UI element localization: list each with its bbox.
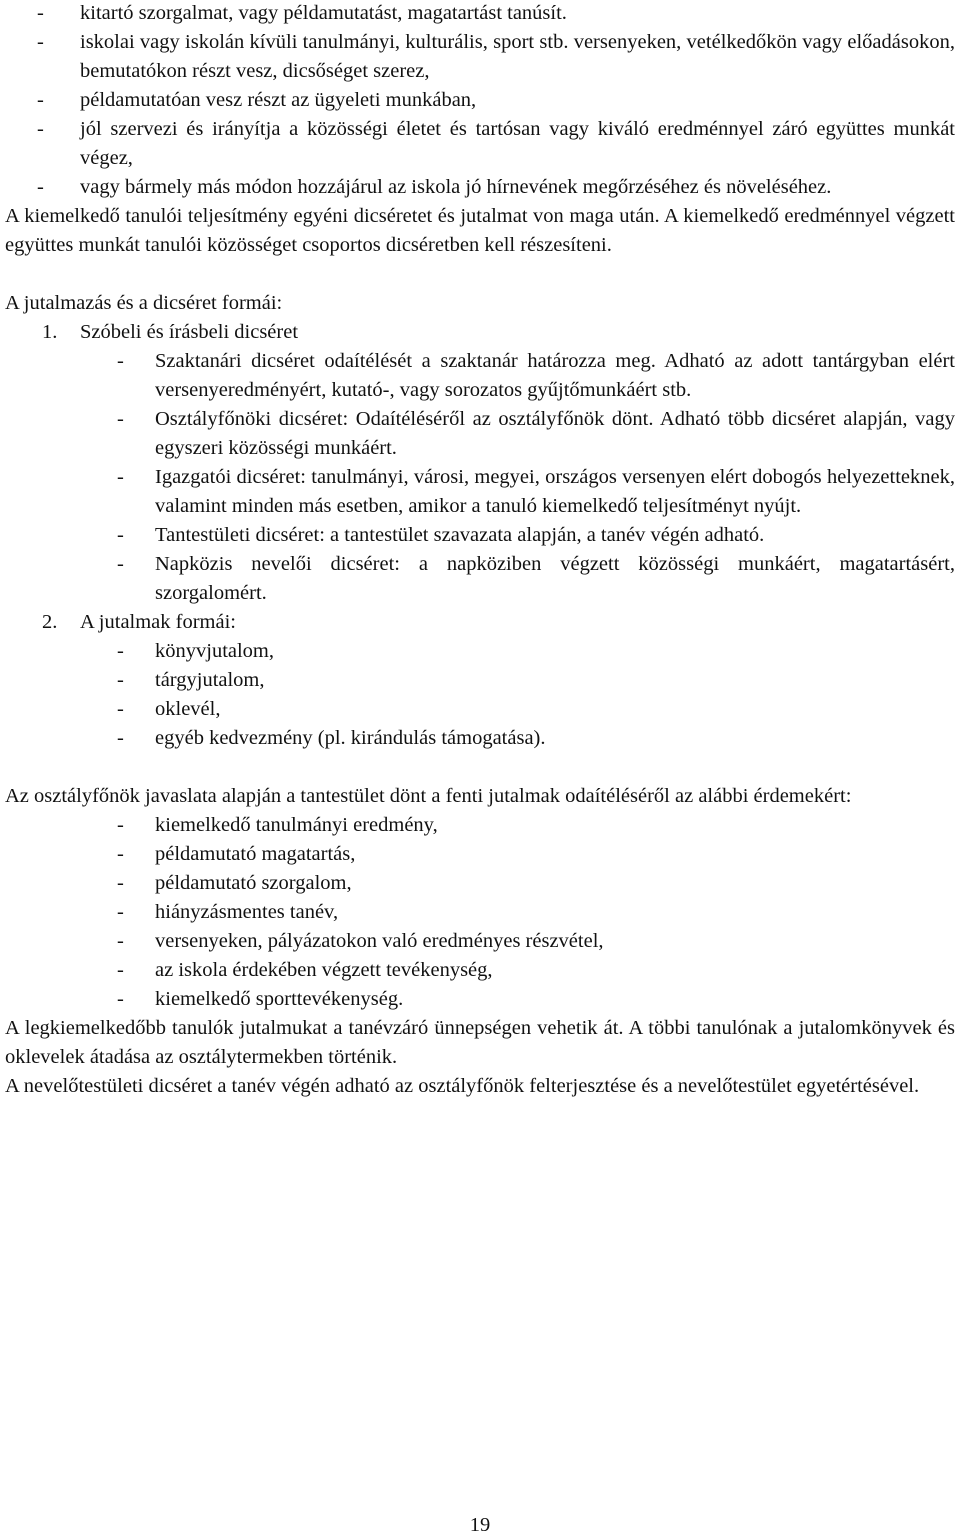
bullet-dash: - bbox=[117, 524, 124, 546]
document-page bbox=[5, 0, 955, 1101]
reward-item-text: tárgyjutalom, bbox=[155, 669, 265, 691]
reward-item bbox=[5, 695, 955, 724]
praise-item-text: Igazgatói dicséret: tanulmányi, városi, megyei, országos versenyen elért dobogós helyezetteknek, valamint minden más esetben, amikor a tanuló kiemelkedő teljesítményt nyújt. bbox=[155, 466, 955, 517]
merit-item bbox=[5, 811, 955, 840]
merit-item bbox=[5, 956, 955, 985]
section-1-heading bbox=[5, 318, 955, 347]
bullet-dash: - bbox=[117, 553, 124, 575]
merit-item-text: az iskola érdekében végzett tevékenység, bbox=[155, 959, 493, 981]
reward-item bbox=[5, 637, 955, 666]
bullet-dash: - bbox=[117, 930, 124, 952]
bullet-dash: - bbox=[117, 727, 124, 749]
merit-item bbox=[5, 840, 955, 869]
praise-item-text: Szaktanári dicséret odaítélését a szaktanár határozza meg. Adható az adott tantárgyban elért versenyeredményért, kutató-, vagy sorozatos gyűjtőmunkáért stb. bbox=[155, 350, 955, 401]
spacer bbox=[5, 260, 955, 289]
intro-bullet-text: példamutatóan vesz részt az ügyeleti munkában, bbox=[80, 89, 477, 111]
intro-bullet bbox=[5, 86, 955, 115]
merit-item bbox=[5, 985, 955, 1014]
praise-item bbox=[5, 521, 955, 550]
bullet-dash: - bbox=[117, 408, 124, 430]
paragraph-kiemelkedo: A kiemelkedő tanulói teljesítmény egyéni dicséretet és jutalmat von maga után. A kiemelkedő eredménnyel végzett együttes munkát tanulói közösséget csoportos dicséretben kell részesíteni. bbox=[5, 205, 955, 256]
bullet-dash: - bbox=[37, 2, 44, 24]
intro-bullet bbox=[5, 0, 955, 28]
bullet-dash: - bbox=[117, 901, 124, 923]
bullet-dash: - bbox=[117, 466, 124, 488]
reward-item-text: könyvjutalom, bbox=[155, 640, 275, 662]
section-1-title: Szóbeli és írásbeli dicséret bbox=[80, 321, 299, 343]
paragraph-legkiemelkedobb: A legkiemelkedőbb tanulók jutalmukat a tanévzáró ünnepségen vehetik át. A többi tanulónak a jutalomkönyvek és oklevelek átadása az osztálytermekben történik. bbox=[5, 1017, 955, 1068]
intro-bullet-text: jól szervezi és irányítja a közösségi életet és tartósan vagy kiváló eredménnyel záró együttes munkát végez, bbox=[80, 118, 955, 169]
intro-bullet bbox=[5, 28, 955, 86]
merit-item-text: példamutató szorgalom, bbox=[155, 872, 352, 894]
intro-bullet-text: vagy bármely más módon hozzájárul az iskola jó hírnevének megőrzéséhez és növeléséhez. bbox=[80, 176, 832, 198]
praise-item-text: Tantestületi dicséret: a tantestület szavazata alapján, a tanév végén adható. bbox=[155, 524, 765, 546]
praise-item bbox=[5, 550, 955, 608]
bullet-dash: - bbox=[37, 31, 44, 53]
section-2-heading bbox=[5, 608, 955, 637]
reward-item bbox=[5, 724, 955, 753]
section-1-number: 1. bbox=[42, 321, 58, 343]
intro-bullet-text: iskolai vagy iskolán kívüli tanulmányi, kulturális, sport stb. versenyeken, vetélkedőkön vagy előadásokon, bemutatókon részt vesz, dicsőséget szerez, bbox=[80, 31, 955, 82]
bullet-dash: - bbox=[37, 176, 44, 198]
intro-bullet bbox=[5, 115, 955, 173]
reward-item bbox=[5, 666, 955, 695]
merit-item-text: hiányzásmentes tanév, bbox=[155, 901, 339, 923]
praise-item bbox=[5, 405, 955, 463]
merit-item bbox=[5, 927, 955, 956]
merit-item bbox=[5, 869, 955, 898]
intro-bullet bbox=[5, 173, 955, 202]
praise-item bbox=[5, 347, 955, 405]
forms-heading: A jutalmazás és a dicséret formái: bbox=[5, 292, 283, 314]
page-number: 19 bbox=[469, 1514, 491, 1536]
bullet-dash: - bbox=[117, 669, 124, 691]
merit-item-text: versenyeken, pályázatokon való eredményes részvétel, bbox=[155, 930, 604, 952]
merit-item bbox=[5, 898, 955, 927]
merit-item-text: kiemelkedő tanulmányi eredmény, bbox=[155, 814, 438, 836]
section-2-title: A jutalmak formái: bbox=[80, 611, 236, 633]
spacer bbox=[5, 753, 955, 782]
section-2-number: 2. bbox=[42, 611, 58, 633]
paragraph-osztalyfonok: Az osztályfőnök javaslata alapján a tantestület dönt a fenti jutalmak odaítéléséről az alábbi érdemekért: bbox=[5, 785, 852, 807]
bullet-dash: - bbox=[37, 89, 44, 111]
bullet-dash: - bbox=[117, 843, 124, 865]
merit-item-text: példamutató magatartás, bbox=[155, 843, 356, 865]
bullet-dash: - bbox=[117, 988, 124, 1010]
bullet-dash: - bbox=[117, 814, 124, 836]
intro-bullet-text: kitartó szorgalmat, vagy példamutatást, magatartást tanúsít. bbox=[80, 2, 567, 24]
bullet-dash: - bbox=[117, 698, 124, 720]
bullet-dash: - bbox=[37, 118, 44, 140]
praise-item bbox=[5, 463, 955, 521]
bullet-dash: - bbox=[117, 640, 124, 662]
paragraph-nevelotestuleti: A nevelőtestületi dicséret a tanév végén adható az osztályfőnök felterjesztése és a nevelőtestület egyetértésével. bbox=[5, 1075, 920, 1097]
reward-item-text: oklevél, bbox=[155, 698, 221, 720]
praise-item-text: Osztályfőnöki dicséret: Odaítéléséről az osztályfőnök dönt. Adható több dicséret alapján, vagy egyszeri közösségi munkáért. bbox=[155, 408, 955, 459]
reward-item-text: egyéb kedvezmény (pl. kirándulás támogatása). bbox=[155, 727, 546, 749]
bullet-dash: - bbox=[117, 872, 124, 894]
praise-item-text: Napközis nevelői dicséret: a napköziben végzett közösségi munkáért, magatartásért, szorgalomért. bbox=[155, 553, 955, 604]
bullet-dash: - bbox=[117, 959, 124, 981]
merit-item-text: kiemelkedő sporttevékenység. bbox=[155, 988, 404, 1010]
bullet-dash: - bbox=[117, 350, 124, 372]
